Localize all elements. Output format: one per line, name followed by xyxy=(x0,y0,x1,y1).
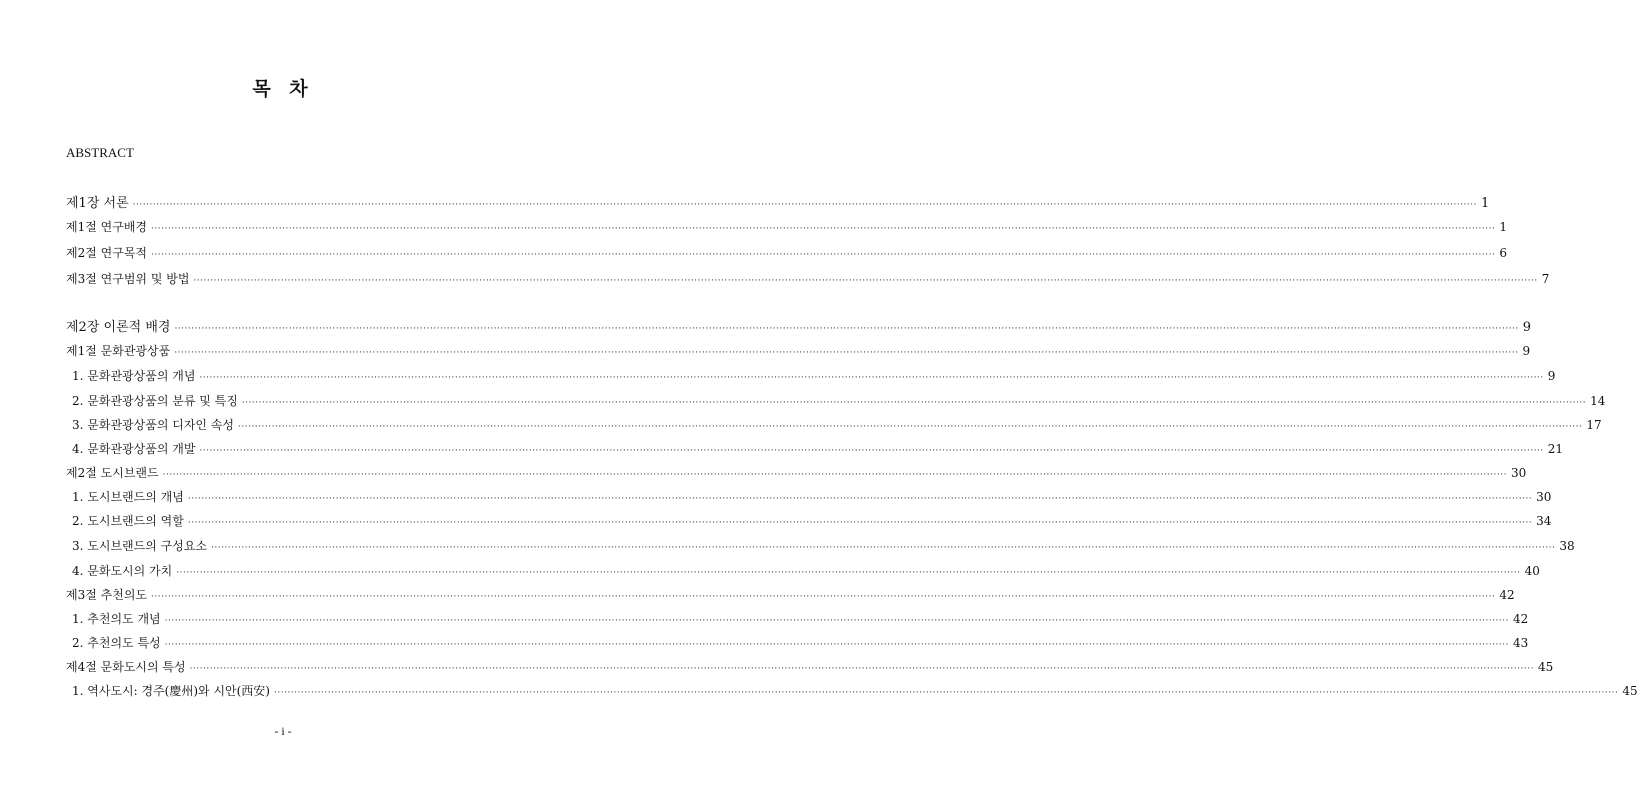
toc-entry[interactable] xyxy=(72,392,1606,412)
dot-leader: ················································································································································································································································································································································································································ xyxy=(187,518,1533,528)
dot-leader: ················································································································································································································································································································································································································ xyxy=(174,324,1519,334)
toc-entry[interactable] xyxy=(72,512,1552,532)
toc-entry-page: 42 xyxy=(1499,588,1515,602)
toc-entry-label: 2. 문화관광상품의 분류 및 특징 xyxy=(72,394,238,408)
toc-entry[interactable] xyxy=(66,244,1507,264)
dot-leader: ················································································································································································································································································································································································································ xyxy=(199,373,1544,383)
toc-entry-label: 4. 문화관광상품의 개발 xyxy=(72,442,196,456)
toc-entry-label: 제1절 연구배경 xyxy=(66,220,148,234)
dot-leader: ················································································································································································································································································································································································································ xyxy=(274,688,1619,698)
toc-entry-page: 1 xyxy=(1499,220,1507,234)
toc-entry-label: 1. 역사도시: 경주(慶州)와 시안(西安) xyxy=(72,684,270,698)
toc-entry-page: 30 xyxy=(1510,466,1527,480)
toc-entry-label: 제3절 연구범위 및 방법 xyxy=(66,272,190,286)
toc-entry-page: 9 xyxy=(1522,344,1531,358)
toc-entry-page: 42 xyxy=(1512,612,1529,626)
toc-entry[interactable] xyxy=(66,218,1507,238)
dot-leader: ················································································································································································································································································································································································································ xyxy=(238,422,1583,432)
dot-leader: ················································································································································································································································································································································································································ xyxy=(164,640,1509,650)
page-title: 목 차 xyxy=(252,78,314,100)
toc-entry-label: 1. 문화관광상품의 개념 xyxy=(72,369,196,383)
toc-entry-page: 6 xyxy=(1499,246,1507,260)
toc-entry-label: 제4절 문화도시의 특성 xyxy=(66,660,186,674)
toc-entry[interactable] xyxy=(66,464,1527,484)
toc-entry-label: 제2절 도시브랜드 xyxy=(66,466,159,480)
toc-entry-label: 제1장 서론 xyxy=(66,196,129,211)
toc-entry-page: 1 xyxy=(1480,196,1490,211)
dot-leader: ················································································································································································································································································································································································································ xyxy=(164,616,1509,626)
toc-entry[interactable] xyxy=(72,610,1529,630)
toc-entry-label: 2. 추천의도 특성 xyxy=(72,636,161,650)
dot-leader: ················································································································································································································································································································································································································ xyxy=(199,446,1544,456)
toc-entry-label: 제1절 문화관광상품 xyxy=(66,344,171,358)
toc-entry-label: 제2절 연구목적 xyxy=(66,246,148,260)
toc-entry-label: 3. 문화관광상품의 디자인 속성 xyxy=(72,418,234,432)
dot-leader: ················································································································································································································································································································································································································ xyxy=(187,494,1533,504)
toc-entry-page: 14 xyxy=(1590,394,1606,408)
toc-entry-label: 제3절 추천의도 xyxy=(66,588,148,602)
toc-entry[interactable] xyxy=(66,192,1490,212)
toc-entry[interactable] xyxy=(66,658,1554,678)
toc-entry-page: 7 xyxy=(1541,272,1550,286)
toc-entry[interactable] xyxy=(66,342,1531,362)
dot-leader: ················································································································································································································································································································································································································ xyxy=(241,398,1587,408)
toc-entry-page: 21 xyxy=(1547,442,1564,456)
toc-entry[interactable] xyxy=(72,537,1575,557)
toc-entry-page: 38 xyxy=(1559,539,1575,553)
dot-leader: ················································································································································································································································································································································································································ xyxy=(189,664,1534,674)
page-number-footer: - i - xyxy=(274,724,292,738)
toc-entry[interactable] xyxy=(72,416,1602,436)
dot-leader: ················································································································································································································································································································································································································ xyxy=(174,348,1519,358)
toc-entry-page: 45 xyxy=(1622,684,1638,698)
toc-entry[interactable] xyxy=(72,367,1556,387)
toc-entry-label: 2. 도시브랜드의 역할 xyxy=(72,514,184,528)
toc-entry-page: 40 xyxy=(1524,564,1540,578)
toc-entry-label: 3. 도시브랜드의 구성요소 xyxy=(72,539,207,553)
toc-entry[interactable] xyxy=(66,270,1550,290)
toc-entry-page: 34 xyxy=(1536,514,1552,528)
dot-leader: ················································································································································································································································································································································································································ xyxy=(193,276,1538,286)
dot-leader: ················································································································································································································································································································································································································ xyxy=(211,543,1556,553)
toc-entry[interactable] xyxy=(72,682,1638,702)
dot-leader: ················································································································································································································································································································································································································ xyxy=(176,568,1521,578)
toc-entry[interactable] xyxy=(72,440,1564,460)
toc-entry-page: 45 xyxy=(1537,660,1554,674)
toc-entry-label: 4. 문화도시의 가치 xyxy=(72,564,173,578)
toc-entry-page: 9 xyxy=(1522,320,1532,335)
toc-entry-label: 제2장 이론적 배경 xyxy=(66,320,171,335)
toc-entry[interactable] xyxy=(66,316,1532,336)
dot-leader: ················································································································································································································································································································································································································ xyxy=(151,224,1496,234)
toc-entry[interactable] xyxy=(72,562,1540,582)
toc-entry-page: 43 xyxy=(1512,636,1529,650)
dot-leader: ················································································································································································································································································································································································································ xyxy=(151,250,1496,260)
dot-leader: ················································································································································································································································································································································································································ xyxy=(162,470,1507,480)
toc-entry-page: 17 xyxy=(1586,418,1602,432)
toc-entry-label: 1. 추천의도 개념 xyxy=(72,612,161,626)
toc-entry[interactable] xyxy=(72,488,1552,508)
toc-entry-abstract[interactable]: ABSTRACT xyxy=(66,145,134,160)
dot-leader: ················································································································································································································································································································································································································ xyxy=(132,200,1477,210)
toc-entry-page: 9 xyxy=(1547,369,1556,383)
toc-entry[interactable] xyxy=(66,586,1515,606)
toc-entry-label: 1. 도시브랜드의 개념 xyxy=(72,490,184,504)
dot-leader: ················································································································································································································································································································································································································ xyxy=(151,592,1496,602)
toc-entry-page: 30 xyxy=(1536,490,1552,504)
toc-entry[interactable] xyxy=(72,634,1529,654)
